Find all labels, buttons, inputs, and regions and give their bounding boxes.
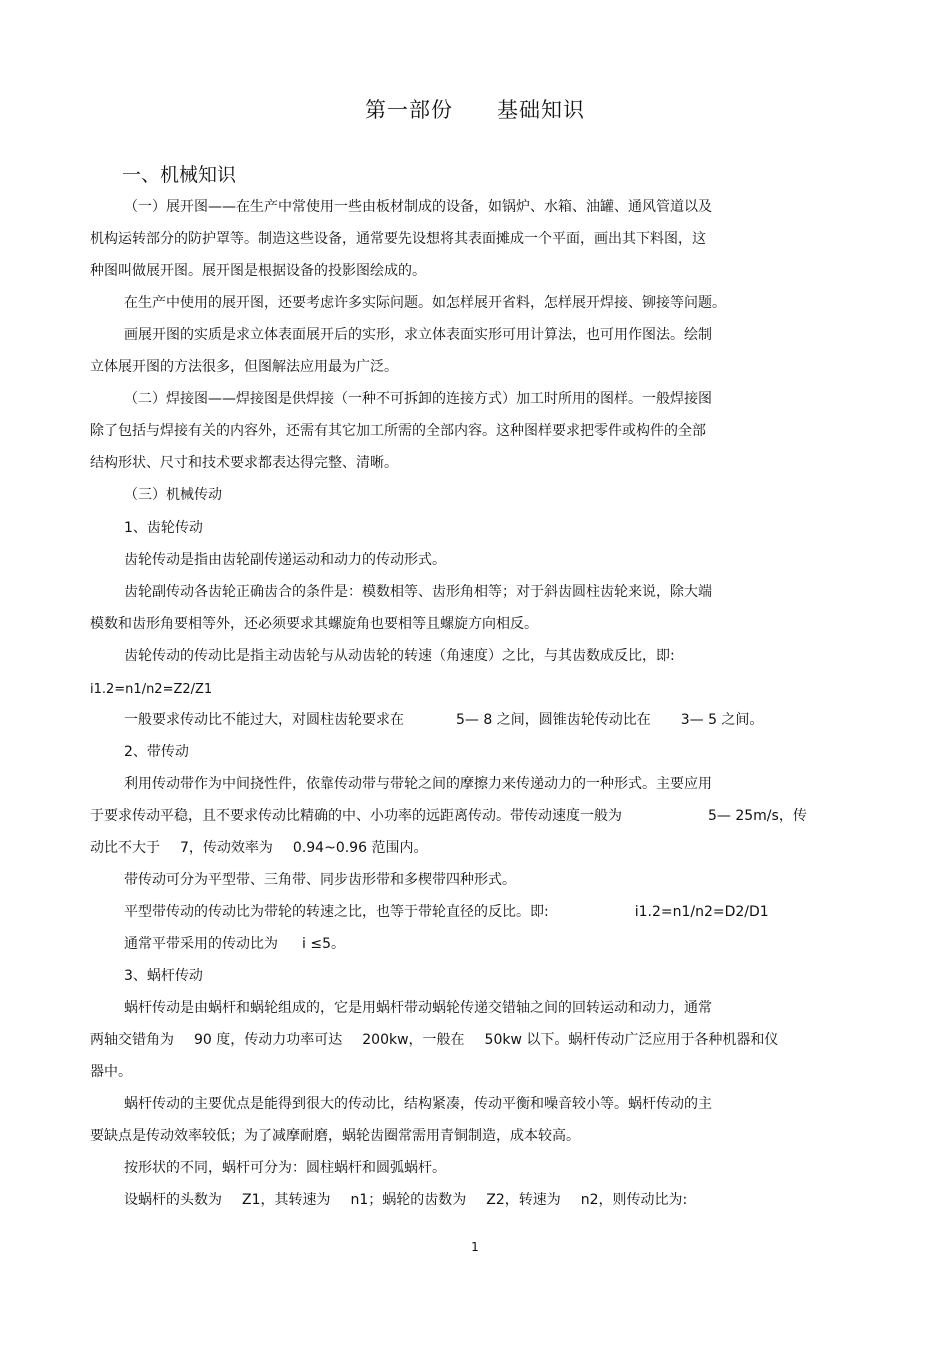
paragraph-line: 齿轮传动的传动比是指主动齿轮与从动齿轮的转速（角速度）之比，与其齿数成反比，即: (124, 648, 675, 664)
paragraph-line (90, 806, 807, 826)
subsection-heading: （三）机械传动 (124, 487, 222, 503)
paragraph-line: 画展开图的实质是求立体表面展开后的实形，求立体表面实形可用计算法，也可用作图法。绘制 (124, 327, 712, 343)
paragraph-line: 按形状的不同，蜗杆可分为：圆柱蜗杆和圆弧蜗杆。 (124, 1160, 446, 1176)
text-span: i ≤5。 (302, 936, 345, 952)
text-span: 两轴交错角为 (90, 1032, 174, 1048)
text-span: 5— 8 之间，圆锥齿轮传动比在 (456, 712, 651, 728)
page-title: 第一部份 基础知识 (365, 98, 585, 122)
paragraph-line (90, 1030, 778, 1050)
paragraph-line (124, 934, 345, 954)
paragraph-line: 蜗杆传动是由蜗杆和蜗轮组成的，它是用蜗杆带动蜗轮传递交错轴之间的回转运动和动力，通常 (124, 1000, 712, 1016)
paragraph-line: 蜗杆传动的主要优点是能得到很大的传动比，结构紧凑，传动平衡和噪音较小等。蜗杆传动的主 (124, 1096, 712, 1112)
text-span: 5— 25m/s，传 (708, 808, 807, 824)
paragraph-line: 在生产中使用的展开图，还要考虑许多实际问题。如怎样展开省料，怎样展开焊接、铆接等问题。 (124, 295, 726, 311)
text-span: n1；蜗轮的齿数为 (350, 1192, 467, 1208)
text-span: Z1，其转速为 (242, 1192, 331, 1208)
text-span: 一般要求传动比不能过大，对圆柱齿轮要求在 (124, 712, 404, 728)
paragraph-line: 立体展开图的方法很多，但图解法应用最为广泛。 (90, 359, 398, 375)
text-span: 0.94~0.96 范围内。 (292, 840, 428, 856)
paragraph-line: 种图叫做展开图。展开图是根据设备的投影图绘成的。 (90, 263, 426, 279)
paragraph-line: 带传动可分为平型带、三角带、同步齿形带和多楔带四种形式。 (124, 872, 516, 888)
formula: i1.2=n1/n2=Z2/Z1 (90, 682, 213, 697)
text-span: 7，传动效率为 (180, 840, 273, 856)
text-span: 平型带传动的传动比为带轮的转速之比，也等于带轮直径的反比。即: (124, 904, 549, 920)
formula: i1.2=n1/n2=D2/D1 (634, 904, 769, 920)
text-span: 3— 5 之间。 (680, 712, 764, 728)
paragraph-line: 器中。 (90, 1064, 132, 1080)
page-number: 1 (471, 1240, 479, 1254)
paragraph-line: （一）展开图——在生产中常使用一些由板材制成的设备，如锅炉、水箱、油罐、通风管道以及 (124, 199, 712, 215)
text-span: 动比不大于 (90, 840, 160, 856)
paragraph-line: 利用传动带作为中间挠性件，依靠传动带与带轮之间的摩擦力来传递动力的一种形式。主要应用 (124, 776, 712, 792)
item-heading: 3、蜗杆传动 (124, 968, 203, 984)
item-heading: 1、齿轮传动 (124, 520, 203, 536)
paragraph-line: 齿轮传动是指由齿轮副传递运动和动力的传动形式。 (124, 552, 446, 568)
paragraph-line: 除了包括与焊接有关的内容外，还需有其它加工所需的全部内容。这种图样要求把零件或构件的全部 (90, 423, 706, 439)
paragraph-line: 机构运转部分的防护罩等。制造这些设备，通常要先设想将其表面摊成一个平面，画出其下料图，这 (90, 231, 706, 247)
text-span: 设蜗杆的头数为 (124, 1192, 222, 1208)
paragraph-line: 齿轮副传动各齿轮正确齿合的条件是：模数相等、齿形角相等；对于斜齿圆柱齿轮来说，除大端 (124, 584, 712, 600)
text-span: n2，则传动比为: (580, 1192, 688, 1208)
text-span: 于要求传动平稳，且不要求传动比精确的中、小功率的远距离传动。带传动速度一般为 (90, 808, 622, 824)
paragraph-line: 结构形状、尺寸和技术要求都表达得完整、清晰。 (90, 455, 398, 471)
paragraph-line: 要缺点是传动效率较低；为了减摩耐磨，蜗轮齿圈常需用青铜制造，成本较高。 (90, 1128, 580, 1144)
paragraph-line (124, 902, 769, 922)
section-heading: 一、机械知识 (122, 164, 237, 186)
item-heading: 2、带传动 (124, 744, 189, 760)
text-span: 通常平带采用的传动比为 (124, 936, 278, 952)
paragraph-line (90, 838, 427, 858)
text-span: Z2，转速为 (486, 1192, 561, 1208)
paragraph-line (124, 1190, 687, 1210)
text-span: 200kw，一般在 (362, 1032, 465, 1048)
paragraph-line: （二）焊接图——焊接图是供焊接（一种不可拆卸的连接方式）加工时所用的图样。一般焊接图 (124, 391, 712, 407)
text-span: 50kw 以下。蜗杆传动广泛应用于各种机器和仪 (484, 1032, 779, 1048)
paragraph-line (124, 710, 763, 730)
text-span: 90 度，传动力功率可达 (194, 1032, 343, 1048)
paragraph-line: 模数和齿形角要相等外，还必须要求其螺旋角也要相等且螺旋方向相反。 (90, 616, 538, 632)
